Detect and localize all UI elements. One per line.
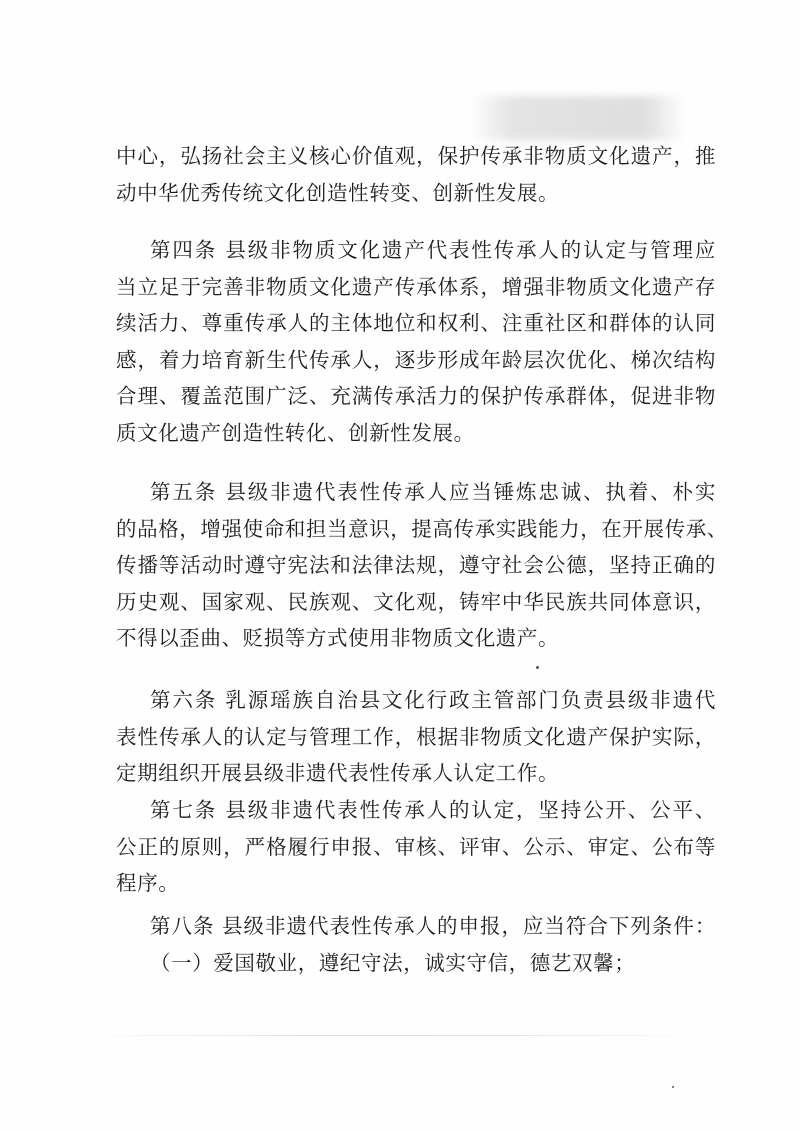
text-line: 第八条 县级非遗代表性传承人的申报，应当符合下列条件： xyxy=(150,914,716,938)
text-line: （一）爱国敬业，遵纪守法，诚实守信，德艺双馨； xyxy=(150,950,636,975)
text-line: 第四条 县级非物质文化遗产代表性传承人的认定与管理应 xyxy=(150,238,716,262)
text-line: 历史观、国家观、民族观、文化观，铸牢中华民族共同体意识， xyxy=(116,589,716,614)
paragraph-article-6 xyxy=(116,682,716,792)
text-line: 动中华优秀传统文化创造性转变、创新性发展。 xyxy=(116,180,560,205)
scan-speck xyxy=(536,666,539,669)
text-line: 表性传承人的认定与管理工作，根据非物质文化遗产保护实际， xyxy=(116,724,716,749)
text-line: 定期组织开展县级非遗代表性传承人认定工作。 xyxy=(116,761,560,785)
show-through-smudge xyxy=(470,96,685,140)
text-line: 当立足于完善非物质文化遗产传承体系，增强非物质文化遗产存 xyxy=(116,274,716,299)
text-line: 公正的原则，严格履行申报、审核、评审、公示、审定、公布等 xyxy=(116,834,716,859)
text-line: 质文化遗产创造性转化、创新性发展。 xyxy=(116,420,475,445)
text-line: 传播等活动时遵守宪法和法律法规，遵守社会公德，坚持正确的 xyxy=(116,553,716,577)
paragraph-article-7 xyxy=(116,792,716,902)
text-line: 续活力、尊重传承人的主体地位和权利、注重社区和群体的认同 xyxy=(116,311,716,335)
paragraph-article-4 xyxy=(116,232,716,451)
scan-edge-line xyxy=(70,1035,710,1036)
text-line: 感，着力培育新生代传承人，逐步形成年龄层次优化、梯次结构 xyxy=(116,347,716,372)
scan-speck xyxy=(672,1086,674,1088)
text-line: 第七条 县级非遗代表性传承人的认定，坚持公开、公平、 xyxy=(150,798,716,822)
paragraph-article-8 xyxy=(116,908,716,981)
paragraph-article-5 xyxy=(116,474,728,657)
text-line: 不得以歪曲、贬损等方式使用非物质文化遗产。 xyxy=(116,626,560,650)
paragraph-intro xyxy=(116,138,716,211)
text-line: 中心，弘扬社会主义核心价值观，保护传承非物质文化遗产，推 xyxy=(116,144,716,168)
text-line: 程序。 xyxy=(116,871,180,895)
text-line: 第六条 乳源瑶族自治县文化行政主管部门负责县级非遗代 xyxy=(150,688,716,712)
text-line: 第五条 县级非遗代表性传承人应当锤炼忠诚、执着、朴实 xyxy=(150,480,716,504)
text-line: 的品格，增强使命和担当意识，提高传承实践能力，在开展传承、 xyxy=(116,516,728,541)
text-line: 合理、覆盖范围广泛、充满传承活力的保护传承群体，促进非物 xyxy=(116,384,716,408)
